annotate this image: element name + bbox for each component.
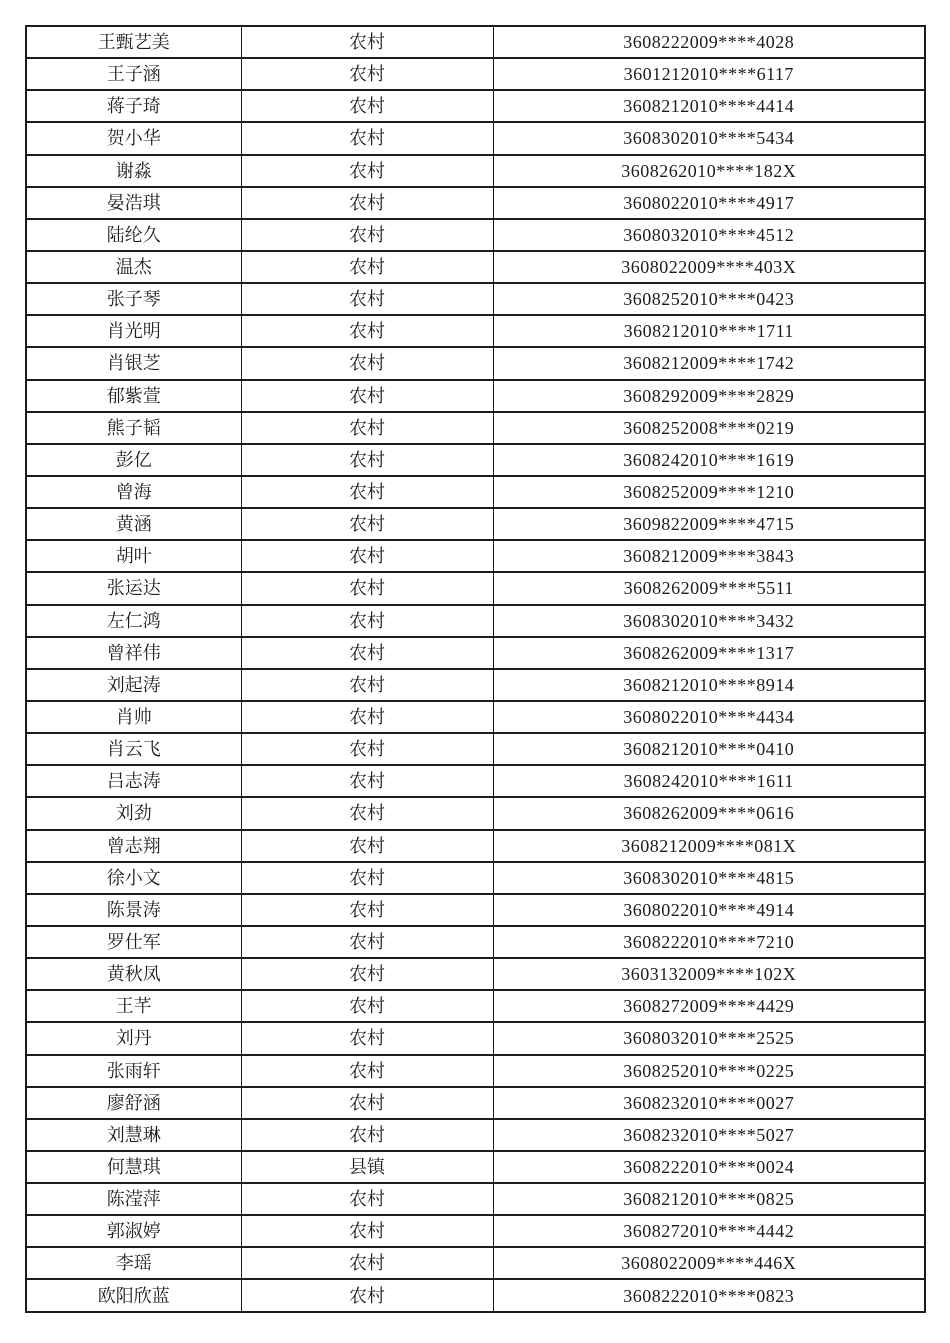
id-number-cell: 3608032010****4512 bbox=[493, 219, 925, 251]
id-number-cell: 3608252008****0219 bbox=[493, 412, 925, 444]
student-roster-table bbox=[25, 25, 926, 1313]
name-cell: 刘丹 bbox=[26, 1022, 241, 1054]
name-cell: 蒋子琦 bbox=[26, 90, 241, 122]
table-row bbox=[26, 733, 925, 765]
name-cell: 肖光明 bbox=[26, 315, 241, 347]
name-cell: 贺小华 bbox=[26, 122, 241, 154]
table-row bbox=[26, 669, 925, 701]
residence-type-cell: 县镇 bbox=[241, 1151, 493, 1183]
name-cell: 郭淑婷 bbox=[26, 1215, 241, 1247]
name-cell: 王甄艺美 bbox=[26, 26, 241, 58]
id-number-cell: 3608252009****1210 bbox=[493, 476, 925, 508]
table-row bbox=[26, 26, 925, 58]
table-row bbox=[26, 862, 925, 894]
id-number-cell: 3608212010****1711 bbox=[493, 315, 925, 347]
id-number-cell: 3608232010****0027 bbox=[493, 1087, 925, 1119]
table-row bbox=[26, 1022, 925, 1054]
id-number-cell: 3608022010****4434 bbox=[493, 701, 925, 733]
name-cell: 胡叶 bbox=[26, 540, 241, 572]
table-row bbox=[26, 1215, 925, 1247]
name-cell: 温杰 bbox=[26, 251, 241, 283]
residence-type-cell: 农村 bbox=[241, 476, 493, 508]
table-row bbox=[26, 444, 925, 476]
residence-type-cell: 农村 bbox=[241, 669, 493, 701]
residence-type-cell: 农村 bbox=[241, 1087, 493, 1119]
name-cell: 曾祥伟 bbox=[26, 637, 241, 669]
residence-type-cell: 农村 bbox=[241, 862, 493, 894]
residence-type-cell: 农村 bbox=[241, 412, 493, 444]
id-number-cell: 3608022009****446X bbox=[493, 1247, 925, 1279]
residence-type-cell: 农村 bbox=[241, 251, 493, 283]
name-cell: 肖云飞 bbox=[26, 733, 241, 765]
name-cell: 徐小文 bbox=[26, 862, 241, 894]
table-row bbox=[26, 122, 925, 154]
table-row bbox=[26, 90, 925, 122]
table-row bbox=[26, 830, 925, 862]
residence-type-cell: 农村 bbox=[241, 765, 493, 797]
id-number-cell: 3608212009****3843 bbox=[493, 540, 925, 572]
residence-type-cell: 农村 bbox=[241, 155, 493, 187]
id-number-cell: 3608292009****2829 bbox=[493, 380, 925, 412]
residence-type-cell: 农村 bbox=[241, 1183, 493, 1215]
table-body bbox=[26, 26, 925, 1312]
table-row bbox=[26, 380, 925, 412]
id-number-cell: 3608212009****081X bbox=[493, 830, 925, 862]
id-number-cell: 3608232010****5027 bbox=[493, 1119, 925, 1151]
id-number-cell: 3608252010****0423 bbox=[493, 283, 925, 315]
id-number-cell: 3608272009****4429 bbox=[493, 990, 925, 1022]
residence-type-cell: 农村 bbox=[241, 733, 493, 765]
id-number-cell: 3608212010****8914 bbox=[493, 669, 925, 701]
residence-type-cell: 农村 bbox=[241, 701, 493, 733]
id-number-cell: 3608302010****5434 bbox=[493, 122, 925, 154]
table-row bbox=[26, 605, 925, 637]
name-cell: 曾志翔 bbox=[26, 830, 241, 862]
residence-type-cell: 农村 bbox=[241, 1279, 493, 1312]
name-cell: 欧阳欣蓝 bbox=[26, 1279, 241, 1312]
name-cell: 谢淼 bbox=[26, 155, 241, 187]
table-row bbox=[26, 187, 925, 219]
residence-type-cell: 农村 bbox=[241, 122, 493, 154]
residence-type-cell: 农村 bbox=[241, 958, 493, 990]
name-cell: 李瑶 bbox=[26, 1247, 241, 1279]
table-row bbox=[26, 765, 925, 797]
table-row bbox=[26, 958, 925, 990]
name-cell: 刘慧琳 bbox=[26, 1119, 241, 1151]
residence-type-cell: 农村 bbox=[241, 187, 493, 219]
id-number-cell: 3608252010****0225 bbox=[493, 1055, 925, 1087]
table-row bbox=[26, 1119, 925, 1151]
name-cell: 彭亿 bbox=[26, 444, 241, 476]
residence-type-cell: 农村 bbox=[241, 830, 493, 862]
name-cell: 刘起涛 bbox=[26, 669, 241, 701]
id-number-cell: 3608032010****2525 bbox=[493, 1022, 925, 1054]
name-cell: 刘劲 bbox=[26, 797, 241, 829]
id-number-cell: 3608212009****1742 bbox=[493, 347, 925, 379]
name-cell: 廖舒涵 bbox=[26, 1087, 241, 1119]
id-number-cell: 3608302010****4815 bbox=[493, 862, 925, 894]
id-number-cell: 3608262009****0616 bbox=[493, 797, 925, 829]
residence-type-cell: 农村 bbox=[241, 444, 493, 476]
table-row bbox=[26, 58, 925, 90]
table-row bbox=[26, 572, 925, 604]
table-row bbox=[26, 1183, 925, 1215]
residence-type-cell: 农村 bbox=[241, 926, 493, 958]
id-number-cell: 3608242010****1611 bbox=[493, 765, 925, 797]
id-number-cell: 3608212010****0825 bbox=[493, 1183, 925, 1215]
table-row bbox=[26, 701, 925, 733]
table-row bbox=[26, 508, 925, 540]
table-row bbox=[26, 540, 925, 572]
name-cell: 罗仕军 bbox=[26, 926, 241, 958]
residence-type-cell: 农村 bbox=[241, 26, 493, 58]
id-number-cell: 3608272010****4442 bbox=[493, 1215, 925, 1247]
name-cell: 黄涵 bbox=[26, 508, 241, 540]
name-cell: 王芊 bbox=[26, 990, 241, 1022]
table-row bbox=[26, 412, 925, 444]
id-number-cell: 3608262009****1317 bbox=[493, 637, 925, 669]
name-cell: 吕志涛 bbox=[26, 765, 241, 797]
residence-type-cell: 农村 bbox=[241, 894, 493, 926]
residence-type-cell: 农村 bbox=[241, 1055, 493, 1087]
name-cell: 张运达 bbox=[26, 572, 241, 604]
table-row bbox=[26, 926, 925, 958]
table-row bbox=[26, 797, 925, 829]
id-number-cell: 3608222010****7210 bbox=[493, 926, 925, 958]
residence-type-cell: 农村 bbox=[241, 540, 493, 572]
name-cell: 熊子韬 bbox=[26, 412, 241, 444]
residence-type-cell: 农村 bbox=[241, 637, 493, 669]
id-number-cell: 3601212010****6117 bbox=[493, 58, 925, 90]
id-number-cell: 3608242010****1619 bbox=[493, 444, 925, 476]
name-cell: 王子涵 bbox=[26, 58, 241, 90]
id-number-cell: 3603132009****102X bbox=[493, 958, 925, 990]
id-number-cell: 3608262010****182X bbox=[493, 155, 925, 187]
name-cell: 张子琴 bbox=[26, 283, 241, 315]
residence-type-cell: 农村 bbox=[241, 219, 493, 251]
table-row bbox=[26, 1087, 925, 1119]
id-number-cell: 3608212010****4414 bbox=[493, 90, 925, 122]
name-cell: 曾海 bbox=[26, 476, 241, 508]
name-cell: 何慧琪 bbox=[26, 1151, 241, 1183]
residence-type-cell: 农村 bbox=[241, 347, 493, 379]
table-row bbox=[26, 219, 925, 251]
name-cell: 郁紫萱 bbox=[26, 380, 241, 412]
table-row bbox=[26, 251, 925, 283]
residence-type-cell: 农村 bbox=[241, 572, 493, 604]
residence-type-cell: 农村 bbox=[241, 605, 493, 637]
residence-type-cell: 农村 bbox=[241, 283, 493, 315]
table-row bbox=[26, 1279, 925, 1312]
name-cell: 张雨轩 bbox=[26, 1055, 241, 1087]
residence-type-cell: 农村 bbox=[241, 1119, 493, 1151]
table-row bbox=[26, 1055, 925, 1087]
id-number-cell: 3608222009****4028 bbox=[493, 26, 925, 58]
residence-type-cell: 农村 bbox=[241, 90, 493, 122]
table-row bbox=[26, 1247, 925, 1279]
id-number-cell: 3608022010****4914 bbox=[493, 894, 925, 926]
name-cell: 左仁鸿 bbox=[26, 605, 241, 637]
id-number-cell: 3608022009****403X bbox=[493, 251, 925, 283]
name-cell: 肖银芝 bbox=[26, 347, 241, 379]
name-cell: 肖帅 bbox=[26, 701, 241, 733]
table-row bbox=[26, 283, 925, 315]
name-cell: 黄秋凤 bbox=[26, 958, 241, 990]
residence-type-cell: 农村 bbox=[241, 380, 493, 412]
residence-type-cell: 农村 bbox=[241, 508, 493, 540]
table-row bbox=[26, 155, 925, 187]
id-number-cell: 3608222010****0024 bbox=[493, 1151, 925, 1183]
residence-type-cell: 农村 bbox=[241, 315, 493, 347]
residence-type-cell: 农村 bbox=[241, 1247, 493, 1279]
table-row bbox=[26, 637, 925, 669]
table-row bbox=[26, 990, 925, 1022]
name-cell: 陈景涛 bbox=[26, 894, 241, 926]
table-row bbox=[26, 347, 925, 379]
residence-type-cell: 农村 bbox=[241, 797, 493, 829]
table-row bbox=[26, 476, 925, 508]
residence-type-cell: 农村 bbox=[241, 990, 493, 1022]
table-row bbox=[26, 894, 925, 926]
name-cell: 陆纶久 bbox=[26, 219, 241, 251]
residence-type-cell: 农村 bbox=[241, 1215, 493, 1247]
residence-type-cell: 农村 bbox=[241, 58, 493, 90]
id-number-cell: 3608262009****5511 bbox=[493, 572, 925, 604]
id-number-cell: 3609822009****4715 bbox=[493, 508, 925, 540]
name-cell: 晏浩琪 bbox=[26, 187, 241, 219]
residence-type-cell: 农村 bbox=[241, 1022, 493, 1054]
name-cell: 陈滢萍 bbox=[26, 1183, 241, 1215]
table-row bbox=[26, 315, 925, 347]
id-number-cell: 3608022010****4917 bbox=[493, 187, 925, 219]
table-row bbox=[26, 1151, 925, 1183]
id-number-cell: 3608212010****0410 bbox=[493, 733, 925, 765]
id-number-cell: 3608302010****3432 bbox=[493, 605, 925, 637]
id-number-cell: 3608222010****0823 bbox=[493, 1279, 925, 1312]
